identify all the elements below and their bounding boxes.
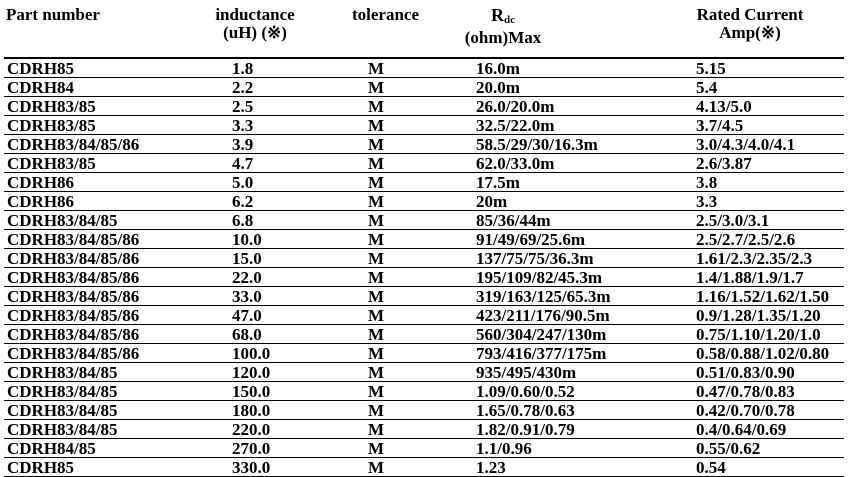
tolerance-cell: M <box>365 325 473 344</box>
header-tolerance <box>352 6 419 24</box>
rdc-cell: 935/495/430m <box>473 363 693 382</box>
tolerance-cell: M <box>365 135 473 154</box>
rdc-cell: 1.1/0.96 <box>473 439 693 458</box>
tolerance-cell: M <box>365 306 473 325</box>
header-part-number <box>6 6 100 24</box>
rated-current-cell: 3.3 <box>693 192 844 211</box>
rated-current-cell: 0.47/0.78/0.83 <box>693 382 844 401</box>
header-inductance-line2: (uH) (※) <box>223 23 287 42</box>
rated-current-cell: 0.42/0.70/0.78 <box>693 401 844 420</box>
rdc-cell: 91/49/69/25.6m <box>473 230 693 249</box>
rated-current-cell: 0.51/0.83/0.90 <box>693 363 844 382</box>
tolerance-cell: M <box>365 59 473 78</box>
table-row <box>4 116 844 135</box>
tolerance-cell: M <box>365 344 473 363</box>
inductance-cell: 22.0 <box>229 268 365 287</box>
rated-current-cell: 0.4/0.64/0.69 <box>693 420 844 439</box>
header-rdc-subscript: dc <box>504 14 515 26</box>
tolerance-cell: M <box>365 268 473 287</box>
rated-current-cell: 3.8 <box>693 173 844 192</box>
part-number-cell: CDRH84/85 <box>4 439 229 458</box>
part-number-cell: CDRH83/84/85/86 <box>4 287 229 306</box>
table-row <box>4 439 844 458</box>
part-number-cell: CDRH83/84/85/86 <box>4 268 229 287</box>
table-row <box>4 154 844 173</box>
table-row <box>4 230 844 249</box>
inductance-cell: 150.0 <box>229 382 365 401</box>
inductance-cell: 6.8 <box>229 211 365 230</box>
part-number-cell: CDRH85 <box>4 458 229 477</box>
tolerance-cell: M <box>365 173 473 192</box>
spec-table-body <box>4 59 844 477</box>
part-number-cell: CDRH83/84/85 <box>4 211 229 230</box>
table-row <box>4 59 844 78</box>
tolerance-cell: M <box>365 401 473 420</box>
tolerance-cell: M <box>365 116 473 135</box>
rated-current-cell: 0.54 <box>693 458 844 477</box>
inductance-cell: 4.7 <box>229 154 365 173</box>
rdc-cell: 62.0/33.0m <box>473 154 693 173</box>
inductance-cell: 100.0 <box>229 344 365 363</box>
header-part-number-label: Part number <box>6 5 100 24</box>
table-row <box>4 458 844 477</box>
part-number-cell: CDRH83/84/85 <box>4 420 229 439</box>
tolerance-cell: M <box>365 97 473 116</box>
table-row <box>4 287 844 306</box>
table-row <box>4 420 844 439</box>
rated-current-cell: 2.5/3.0/3.1 <box>693 211 844 230</box>
rated-current-cell: 0.75/1.10/1.20/1.0 <box>693 325 844 344</box>
rdc-cell: 20m <box>473 192 693 211</box>
part-number-cell: CDRH83/84/85/86 <box>4 306 229 325</box>
rdc-cell: 85/36/44m <box>473 211 693 230</box>
part-number-cell: CDRH85 <box>4 59 229 78</box>
tolerance-cell: M <box>365 382 473 401</box>
rdc-cell: 319/163/125/65.3m <box>473 287 693 306</box>
tolerance-cell: M <box>365 230 473 249</box>
tolerance-cell: M <box>365 420 473 439</box>
rdc-cell: 1.65/0.78/0.63 <box>473 401 693 420</box>
tolerance-cell: M <box>365 458 473 477</box>
part-number-cell: CDRH83/85 <box>4 154 229 173</box>
rdc-cell: 26.0/20.0m <box>473 97 693 116</box>
inductance-cell: 270.0 <box>229 439 365 458</box>
part-number-cell: CDRH84 <box>4 78 229 97</box>
header-rated-line2: Amp(※) <box>719 23 781 42</box>
header-tolerance-label: tolerance <box>352 5 420 24</box>
rated-current-cell: 3.0/4.3/4.0/4.1 <box>693 135 844 154</box>
rdc-cell: 1.82/0.91/0.79 <box>473 420 693 439</box>
part-number-cell: CDRH83/85 <box>4 97 229 116</box>
table-row <box>4 135 844 154</box>
rated-current-cell: 0.9/1.28/1.35/1.20 <box>693 306 844 325</box>
rdc-cell: 1.09/0.60/0.52 <box>473 382 693 401</box>
tolerance-cell: M <box>365 192 473 211</box>
rated-current-cell: 1.4/1.88/1.9/1.7 <box>693 268 844 287</box>
table-row <box>4 249 844 268</box>
rated-current-cell: 4.13/5.0 <box>693 97 844 116</box>
rated-current-cell: 5.4 <box>693 78 844 97</box>
table-row <box>4 363 844 382</box>
header-inductance <box>205 6 305 42</box>
part-number-cell: CDRH83/84/85/86 <box>4 325 229 344</box>
table-row <box>4 192 844 211</box>
inductance-cell: 10.0 <box>229 230 365 249</box>
part-number-cell: CDRH83/85 <box>4 116 229 135</box>
tolerance-cell: M <box>365 439 473 458</box>
rated-current-cell: 0.58/0.88/1.02/0.80 <box>693 344 844 363</box>
rdc-cell: 32.5/22.0m <box>473 116 693 135</box>
part-number-cell: CDRH83/84/85 <box>4 382 229 401</box>
part-number-cell: CDRH83/84/85 <box>4 363 229 382</box>
header-rdc <box>448 6 558 47</box>
inductance-cell: 68.0 <box>229 325 365 344</box>
table-row <box>4 97 844 116</box>
part-number-cell: CDRH83/84/85 <box>4 401 229 420</box>
table-row <box>4 325 844 344</box>
table-row <box>4 78 844 97</box>
inductance-cell: 5.0 <box>229 173 365 192</box>
inductance-cell: 47.0 <box>229 306 365 325</box>
part-number-cell: CDRH83/84/85/86 <box>4 344 229 363</box>
rdc-cell: 793/416/377/175m <box>473 344 693 363</box>
tolerance-cell: M <box>365 78 473 97</box>
tolerance-cell: M <box>365 154 473 173</box>
rated-current-cell: 1.16/1.52/1.62/1.50 <box>693 287 844 306</box>
part-number-cell: CDRH86 <box>4 192 229 211</box>
rdc-cell: 16.0m <box>473 59 693 78</box>
rated-current-cell: 3.7/4.5 <box>693 116 844 135</box>
tolerance-cell: M <box>365 363 473 382</box>
rdc-cell: 137/75/75/36.3m <box>473 249 693 268</box>
tolerance-cell: M <box>365 249 473 268</box>
part-number-cell: CDRH86 <box>4 173 229 192</box>
inductance-cell: 1.8 <box>229 59 365 78</box>
header-rdc-line1 <box>448 6 558 29</box>
rated-current-cell: 2.5/2.7/2.5/2.6 <box>693 230 844 249</box>
tolerance-cell: M <box>365 287 473 306</box>
rdc-cell: 58.5/29/30/16.3m <box>473 135 693 154</box>
rdc-cell: 195/109/82/45.3m <box>473 268 693 287</box>
inductance-cell: 330.0 <box>229 458 365 477</box>
rated-current-cell: 2.6/3.87 <box>693 154 844 173</box>
table-row <box>4 173 844 192</box>
part-number-cell: CDRH83/84/85/86 <box>4 135 229 154</box>
header-rated-current <box>680 6 820 42</box>
part-number-cell: CDRH83/84/85/86 <box>4 249 229 268</box>
inductance-cell: 2.5 <box>229 97 365 116</box>
inductance-cell: 2.2 <box>229 78 365 97</box>
rdc-cell: 560/304/247/130m <box>473 325 693 344</box>
rated-current-cell: 1.61/2.3/2.35/2.3 <box>693 249 844 268</box>
table-row <box>4 344 844 363</box>
rdc-cell: 1.23 <box>473 458 693 477</box>
rdc-cell: 17.5m <box>473 173 693 192</box>
inductance-cell: 180.0 <box>229 401 365 420</box>
table-row <box>4 401 844 420</box>
inductance-cell: 3.9 <box>229 135 365 154</box>
tolerance-cell: M <box>365 211 473 230</box>
header-inductance-line1: inductance <box>215 5 295 24</box>
inductance-cell: 6.2 <box>229 192 365 211</box>
inductance-cell: 15.0 <box>229 249 365 268</box>
rdc-cell: 423/211/176/90.5m <box>473 306 693 325</box>
rdc-cell: 20.0m <box>473 78 693 97</box>
inductance-cell: 3.3 <box>229 116 365 135</box>
header-rated-line1: Rated Current <box>696 5 804 24</box>
table-row <box>4 211 844 230</box>
inductance-cell: 33.0 <box>229 287 365 306</box>
rated-current-cell: 0.55/0.62 <box>693 439 844 458</box>
inductance-cell: 120.0 <box>229 363 365 382</box>
spec-table <box>4 59 844 477</box>
table-row <box>4 382 844 401</box>
table-row <box>4 306 844 325</box>
table-row <box>4 268 844 287</box>
rated-current-cell: 5.15 <box>693 59 844 78</box>
header-rdc-symbol: R <box>491 5 504 25</box>
inductance-cell: 220.0 <box>229 420 365 439</box>
header-rdc-line2: (ohm)Max <box>464 28 542 47</box>
part-number-cell: CDRH83/84/85/86 <box>4 230 229 249</box>
